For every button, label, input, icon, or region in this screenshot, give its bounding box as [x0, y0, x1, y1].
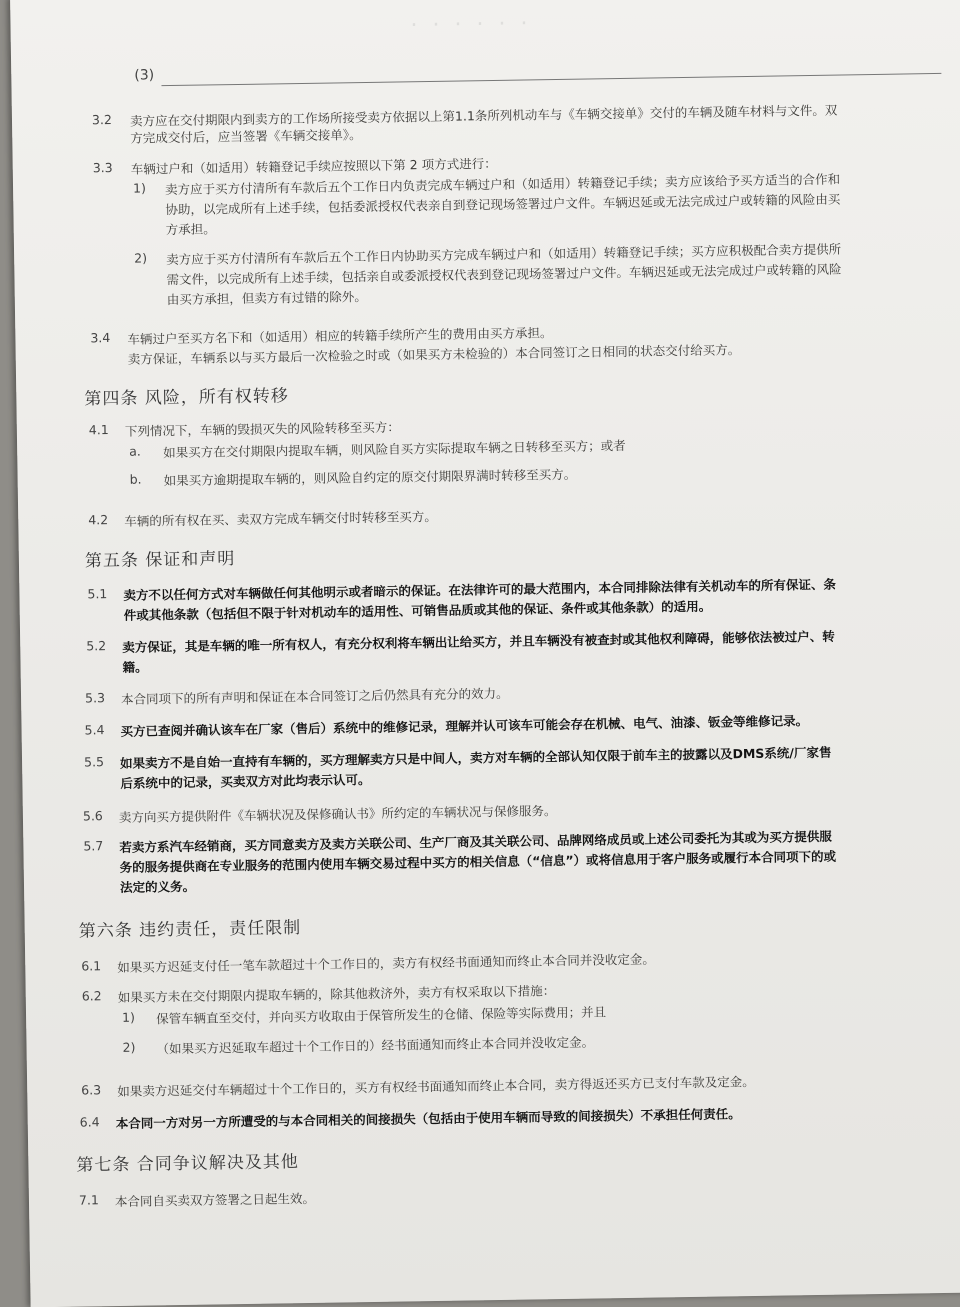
clause-number: 5.7	[83, 838, 104, 854]
sub-clause-text: 协助，以完成所有上述手续，包括委派授权代表亲自到登记现场签署过户文件。车辆迟延或无法完成过户或转籍的风险由买	[165, 191, 841, 218]
clause-text: 卖方保证，其是车辆的唯一所有权人，有充分权利将车辆出让给买方，并且车辆没有被查封或其他权利障碍，能够依法被过户、转	[122, 628, 835, 655]
clause-text: 件或其他条款（包括但不限于针对机动车的适用性、可销售品质或其他的保证、条件或其他条款）的适用。	[123, 598, 712, 623]
clause-text: 法定的义务。	[119, 878, 196, 895]
clause-number: 5.4	[84, 722, 105, 738]
clause-number: 5.6	[82, 808, 103, 824]
clause-text: 如果买方未在交付期限内提取车辆的，除其他救济外，卖方有权采取以下措施：	[117, 983, 556, 1005]
clause-number: 3.2	[91, 111, 112, 128]
clause-text: 卖方向买方提供附件《车辆状况及保修确认书》所约定的车辆状况与保修服务。	[118, 803, 557, 825]
sub-clause-text: 保管车辆直至交付，并向买方收取由于保管所发生的仓储、保险等实际费用；并且	[156, 1004, 607, 1027]
clause-text: 买方已查阅并确认该车在厂家（售后）系统中的维修记录，理解并认可该车可能会存在机械、电气、油漆、钣金等维修记录。	[120, 713, 809, 739]
sub-clause-text: 需文件，以完成所有上述手续，包括亲自或委派授权代表到登记现场签署过户文件。车辆迟延或无法完成过户或转籍的风险	[166, 261, 842, 288]
sub-clause-text: （如果买方迟延取车超过十个工作日的）经书面通知而终止本合同并没收定金。	[156, 1034, 595, 1057]
section-heading: 第四条 风险，所有权转移	[84, 386, 289, 410]
sub-clause-text: 方承担。	[165, 221, 216, 238]
clause-number: 5.1	[87, 586, 108, 602]
clause-text: 如果买方迟延支付任一笔车款超过十个工作日的，卖方有权经书面通知而终止本合同并没收定金。	[117, 951, 655, 975]
clause-number: 4.1	[88, 422, 109, 438]
clause-text: 本合同项下的所有声明和保证在本合同签订之后仍然具有充分的效力。	[120, 685, 509, 707]
sub-clause-number: 1)	[121, 1009, 136, 1025]
page-number: (3)	[134, 67, 155, 84]
clause-number: 3.3	[92, 159, 113, 176]
clause-text: 卖方保证，车辆系以与买方最后一次检验之时或（如果买方未检验的）本合同签订之日相同的状态交付给买方。	[127, 342, 741, 367]
clause-number: 6.4	[79, 1114, 100, 1130]
clause-text: 卖方应在交付期限内到卖方的工作场所接受卖方依据以上第1.1条所列机动车与《车辆交接单》交付的车辆及随车材料与文件。双	[129, 102, 838, 129]
clause-number: 4.2	[88, 512, 109, 528]
show-through-text: · · · · · ·	[410, 11, 532, 39]
clause-number: 5.3	[84, 690, 106, 706]
sub-clause-text: 由买方承担，但卖方有过错的除外。	[166, 288, 367, 308]
sub-clause-text: 如果买方在交付期限内提取车辆，则风险自买方实际提取车辆之日转移至买方；或者	[163, 437, 626, 461]
sub-clause-text: 卖方应于买方付清所有车款后五个工作日内负责完成车辆过户和（如适用）转籍登记手续；卖方应该给予买方适当的合作和	[164, 171, 841, 198]
sub-clause-number: a.	[129, 443, 141, 459]
clause-text: 本合同一方对另一方所遭受的与本合同相关的间接损失（包括由于使用车辆而导致的间接损失）不承担任何责任。	[115, 1106, 741, 1132]
clause-text: 车辆过户和（如适用）转籍登记手续应按照以下第 2 项方式进行：	[130, 155, 497, 177]
section-heading: 第五条 保证和声明	[84, 549, 236, 572]
clause-text: 务的服务提供商在专业服务的范围内使用车辆交易过程中买方的相关信息（“信息”）或将信息用于客户服务或履行本合同项下的或	[119, 848, 837, 875]
sub-clause-number: 2)	[122, 1039, 136, 1055]
sub-clause-number: b.	[129, 471, 142, 487]
section-heading: 第七条 合同争议解决及其他	[76, 1152, 299, 1176]
clause-text: 车辆的所有权在买、卖双方完成车辆交付时转移至买方。	[124, 508, 437, 529]
sub-clause-number: 2)	[134, 250, 148, 266]
section-heading: 第六条 违约责任，责任限制	[78, 918, 302, 942]
clause-text: 籍。	[122, 659, 148, 675]
clause-text: 本合同自买卖双方签署之日起生效。	[114, 1190, 316, 1210]
clause-number: 6.3	[81, 1082, 102, 1098]
clause-number: 7.1	[78, 1192, 99, 1208]
sub-clause-number: 1)	[132, 180, 147, 196]
contract-page	[10, 0, 960, 1307]
sub-clause-text: 如果买方逾期提取车辆的，则风险自约定的原交付期限界满时转移至买方。	[163, 466, 577, 489]
clause-number: 5.2	[86, 638, 107, 654]
clause-text: 如果卖方不是自始一直持有车辆的，买方理解卖方只是中间人，卖方对车辆的全部认知仅限于前车主的披露以及DMS系统/厂家售	[119, 744, 832, 771]
clause-number: 3.4	[90, 330, 111, 346]
header-rule	[161, 73, 941, 86]
clause-number: 6.1	[81, 958, 102, 974]
clause-text: 下列情况下，车辆的毁损灭失的风险转移至买方：	[124, 419, 400, 439]
clause-text: 车辆过户至买方名下和（如适用）相应的转籍手续所产生的费用由买方承担。	[127, 325, 553, 347]
clause-text: 方完成交付后，应当签署《车辆交接单》。	[130, 127, 362, 146]
sub-clause-text: 卖方应于买方付清所有车款后五个工作日内协助买方完成车辆过户和（如适用）转籍登记手续；买方应积极配合卖方提供所	[166, 241, 842, 268]
clause-text: 若卖方系汽车经销商，买方同意卖方及卖方关联公司、生产厂商及其关联公司、品牌网络成员或上述公司委托为其或为买方提供服	[119, 828, 832, 855]
clause-number: 5.5	[83, 754, 105, 770]
clause-text: 卖方不以任何方式对车辆做任何其他明示或者暗示的保证。在法律许可的最大范围内，本合同排除法律有关机动车的所有保证、条	[123, 576, 837, 603]
clause-text: 后系统中的记录，买卖双方对此均表示认可。	[120, 771, 371, 791]
clause-text: 如果卖方迟延交付车辆超过十个工作日的，买方有权经书面通知而终止本合同，卖方得返还买方已支付车款及定金。	[117, 1073, 755, 1099]
clause-number: 6.2	[81, 988, 102, 1004]
